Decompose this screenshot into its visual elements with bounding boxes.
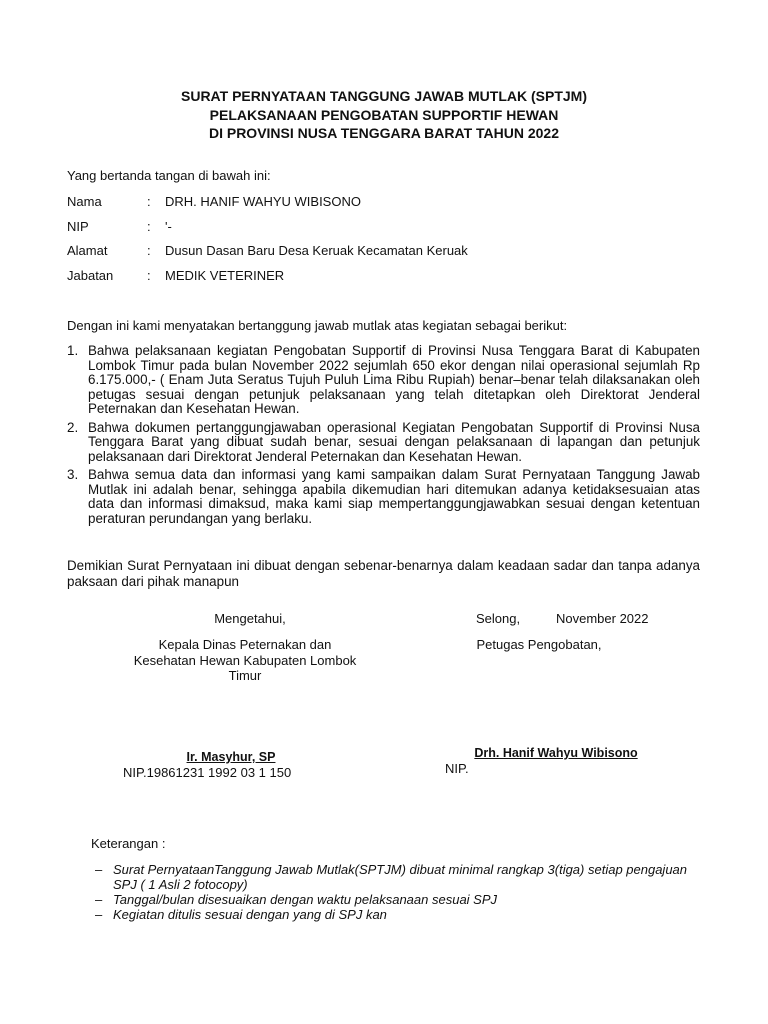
- list-item-text: Bahwa semua data dan informasi yang kami sampaikan dalam Surat Pernyataan Tanggung Jawab Mutlak ini adalah benar, sehingga apabila dikemudian hari ditemukan adanya ketidaksesuaian atas data dan informasi dimaksud, maka kami siap mempertanggungjawabkan sesuai dengan ketentuan peraturan perundangan yang berlaku.: [88, 467, 700, 526]
- title-line-3: DI PROVINSI NUSA TENGGARA BARAT TAHUN 2022: [208, 125, 560, 141]
- field-value-jabatan: MEDIK VETERINER: [165, 268, 285, 283]
- note-text: Kegiatan ditulis sesuai dengan yang di SPJ kan: [113, 907, 387, 922]
- list-item: [67, 468, 700, 526]
- right-position: Petugas Pengobatan,: [476, 637, 602, 652]
- left-signatory-name: Ir. Masyhur, SP: [186, 750, 276, 764]
- left-position: [95, 637, 395, 684]
- right-signatory-name: Drh. Hanif Wahyu Wibisono: [474, 746, 638, 760]
- statement-intro: Dengan ini kami menyatakan bertanggung jawab mutlak atas kegiatan sebagai berikut:: [67, 318, 568, 333]
- statement-list: [67, 344, 700, 526]
- closing-paragraph: Demikian Surat Pernyataan ini dibuat dengan sebenar-benarnya dalam keadaan sadar dan tanpa adanya paksaan dari pihak manapun: [67, 558, 700, 589]
- list-item: [67, 421, 700, 465]
- list-item: [67, 344, 700, 417]
- list-item-number: 1.: [67, 343, 79, 358]
- list-item-number: 3.: [67, 467, 79, 482]
- note-text: Surat PernyataanTanggung Jawab Mutlak(SPTJM) dibuat minimal rangkap 3(tiga) setiap pengajuan SPJ ( 1 Asli 2 fotocopy): [113, 862, 688, 892]
- list-item-number: 2.: [67, 419, 79, 435]
- list-item-text: Bahwa pelaksanaan kegiatan Pengobatan Supportif di Provinsi Nusa Tenggara Barat di Kabupaten Lombok Timur pada bulan November 2022 sejumlah 650 ekor dengan nilai operasional sejumlah Rp 6.175.000,- ( Enam Juta Seratus Tujuh Puluh Lima Ribu Rupiah) benar–benar telah dilaksanakan oleh petugas sesuai dengan petunjuk pelaksanaan yang telah ditetapkan oleh Direktorat Jenderal Peternakan dan Kesehatan Hewan.: [88, 343, 700, 416]
- right-signatory-nip: NIP.: [445, 761, 469, 776]
- note-item: [95, 892, 695, 907]
- field-label-nama: Nama: [67, 194, 102, 209]
- field-colon: :: [147, 243, 151, 258]
- left-position-line-2: Kesehatan Hewan Kabupaten Lombok: [133, 652, 357, 668]
- title-line-2: PELAKSANAAN PENGOBATAN SUPPORTIF HEWAN: [209, 107, 559, 123]
- note-item: [95, 907, 695, 922]
- field-label-alamat: Alamat: [67, 243, 108, 258]
- title-line-1: SURAT PERNYATAAN TANGGUNG JAWAB MUTLAK (SPTJM): [181, 88, 587, 104]
- note-item: [95, 862, 695, 892]
- field-value-nip: '-: [165, 219, 172, 234]
- left-signatory-nip: NIP.19861231 1992 03 1 150: [123, 765, 292, 780]
- left-position-line-1: Kepala Dinas Peternakan dan: [158, 637, 332, 652]
- place-label: Selong,: [476, 611, 521, 626]
- list-item-text: Bahwa dokumen pertanggungjawaban operasional Kegiatan Pengobatan Supportif di Provinsi Nusa Tenggara Barat yang dibuat sudah benar, sesuai dengan pelaksanaan di lapangan dan petunjuk pelaksanaan dari Direktorat Jenderal Peternakan dan Kesehatan Hewan.: [88, 419, 700, 464]
- note-dash: –: [95, 892, 103, 907]
- notes-heading: Keterangan :: [91, 836, 166, 851]
- field-colon: :: [147, 219, 151, 234]
- field-colon: :: [147, 268, 151, 283]
- field-value-nama: DRH. HANIF WAHYU WIBISONO: [165, 194, 361, 209]
- notes-list: [95, 862, 695, 922]
- intro-text: Yang bertanda tangan di bawah ini:: [67, 168, 271, 183]
- date-label: November 2022: [556, 611, 649, 626]
- note-dash: –: [95, 907, 103, 922]
- note-dash: –: [95, 862, 103, 877]
- field-colon: :: [147, 194, 151, 209]
- field-value-alamat: Dusun Dasan Baru Desa Keruak Kecamatan Keruak: [165, 243, 468, 258]
- left-position-line-3: Timur: [228, 668, 262, 683]
- field-label-jabatan: Jabatan: [67, 268, 114, 283]
- acknowledge-label: Mengetahui,: [214, 611, 286, 626]
- note-text: Tanggal/bulan disesuaikan dengan waktu pelaksanaan sesuai SPJ: [113, 892, 498, 907]
- field-label-nip: NIP: [67, 219, 89, 234]
